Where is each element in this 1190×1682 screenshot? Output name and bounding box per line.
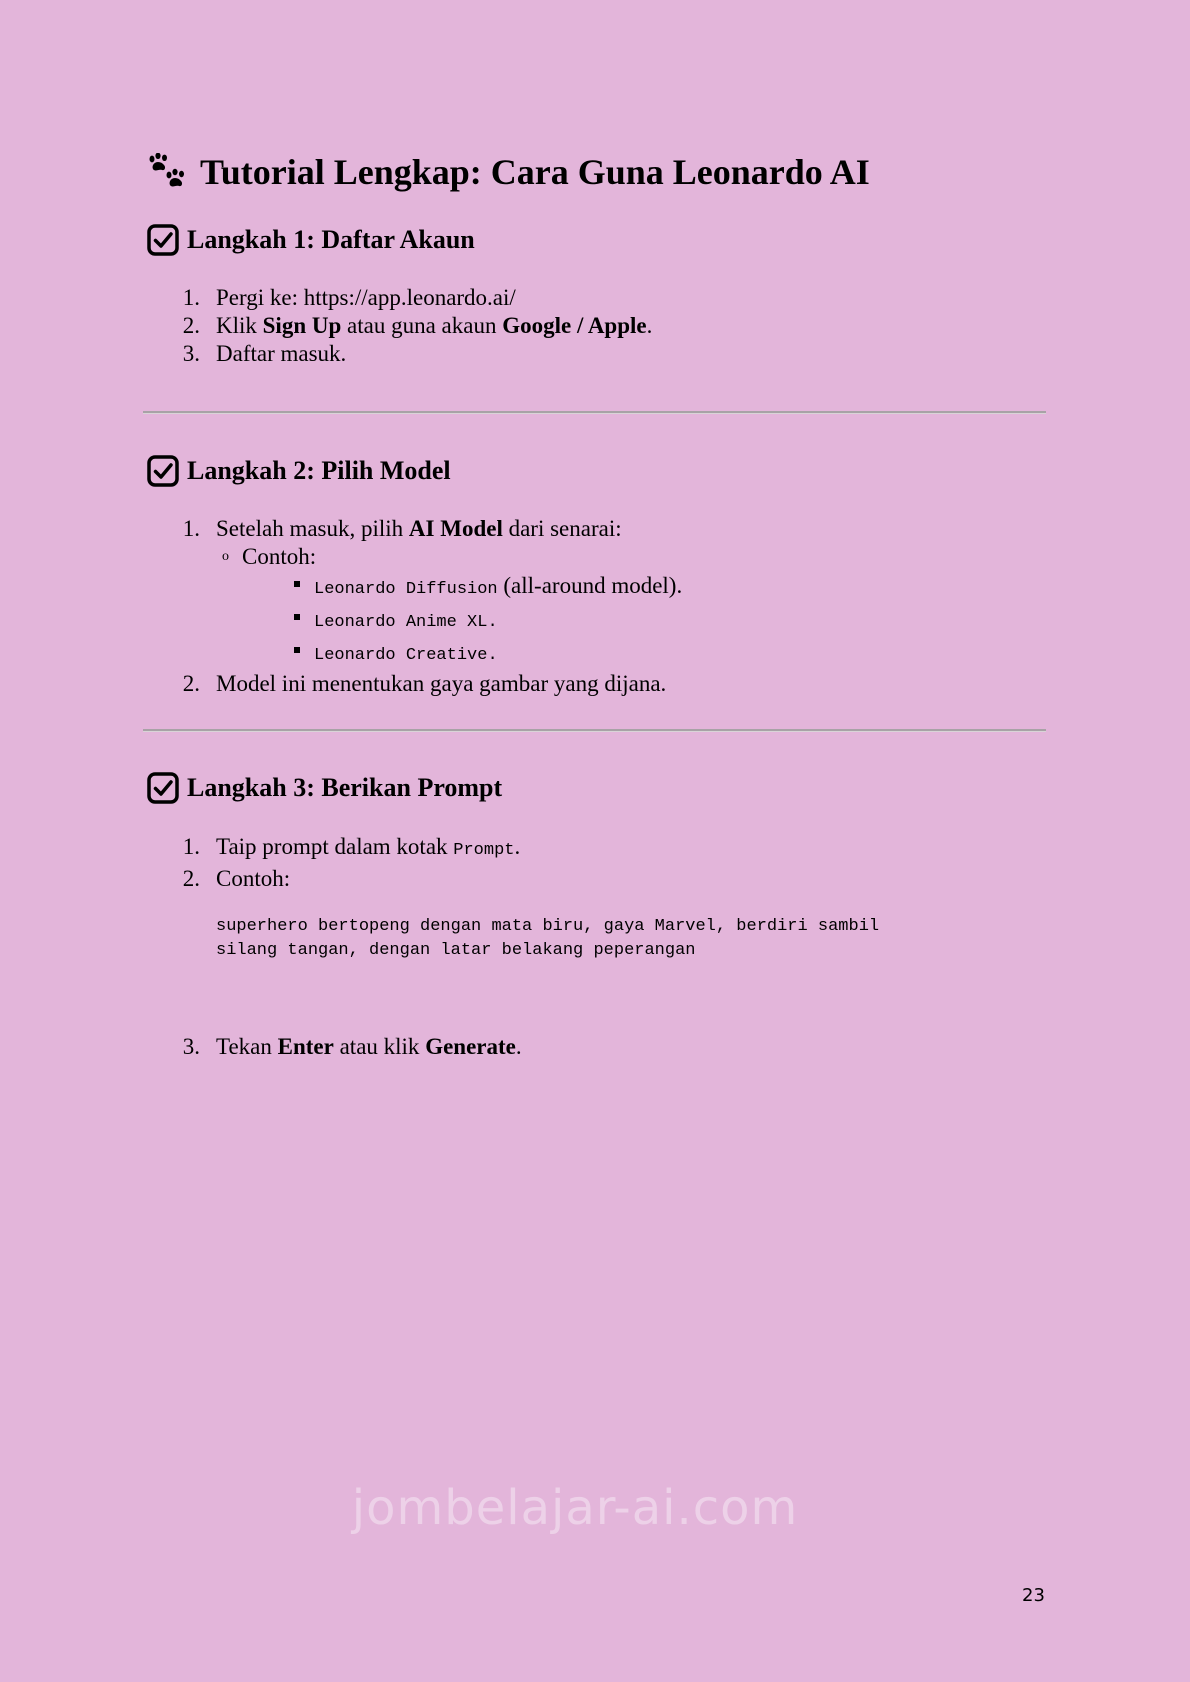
list-item [170, 340, 652, 368]
example-prompt-code-block [216, 915, 879, 963]
text-segment: atau klik [333, 1034, 426, 1059]
list-item [170, 1033, 879, 1061]
list-number: 2. [182, 313, 200, 338]
model-note: . [487, 646, 498, 665]
step2-list [170, 515, 682, 698]
step1-heading: Langkah 1: Daftar Akaun [187, 225, 475, 254]
step1-heading-row [147, 224, 475, 256]
square-bullet [294, 647, 300, 653]
list-item-text: Contoh: [216, 866, 291, 891]
list-number: 1. [182, 516, 200, 541]
section-divider [143, 411, 1046, 414]
google-apple-label: Google / Apple [502, 313, 647, 338]
list-number: 1. [182, 834, 200, 859]
list-item [170, 284, 652, 312]
list-number: 1. [182, 285, 200, 310]
list-item [170, 515, 682, 543]
text-segment: . [646, 313, 653, 338]
square-bullet [294, 614, 300, 620]
step3-heading-row [147, 772, 502, 804]
text-segment: dari senarai: [502, 516, 622, 541]
checkbox-checked-icon [147, 772, 179, 804]
text-segment: Tekan [216, 1034, 278, 1059]
model-name-code: Leonardo Creative [314, 646, 488, 665]
page-title: Tutorial Lengkap: Cara Guna Leonardo AI [200, 152, 870, 192]
list-item-text: Daftar masuk. [216, 341, 347, 366]
list-number: 2. [182, 866, 200, 891]
list-item-text: Model ini menentukan gaya gambar yang dijana. [216, 671, 667, 696]
code-block-container [170, 915, 879, 1033]
text-segment: Klik [216, 313, 263, 338]
model-name-code: Leonardo Anime XL [314, 613, 488, 632]
paw-prints-icon [148, 153, 186, 191]
step3-list [170, 833, 879, 1061]
list-item [170, 833, 879, 865]
step3-heading: Langkah 3: Berikan Prompt [187, 773, 503, 802]
nested-list-container [170, 543, 682, 670]
code-line: superhero bertopeng dengan mata biru, gaya Marvel, berdiri sambil [216, 917, 880, 936]
list-item [170, 865, 879, 893]
model-note: (all-around model). [497, 573, 683, 598]
step2-heading: Langkah 2: Pilih Model [187, 456, 451, 485]
list-item [170, 312, 652, 340]
checkbox-checked-icon [147, 224, 179, 256]
text-segment: . [514, 834, 521, 859]
checkbox-checked-icon [147, 455, 179, 487]
code-line: silang tangan, dengan latar belakang peperangan [216, 941, 696, 960]
generate-label: Generate [425, 1034, 516, 1059]
title-row [148, 150, 870, 194]
section-divider [143, 729, 1046, 732]
sign-up-label: Sign Up [262, 313, 342, 338]
ai-model-label: AI Model [408, 516, 503, 541]
example-label: Contoh: [242, 544, 317, 569]
prompt-code: Prompt [453, 841, 515, 860]
text-segment: . [515, 1034, 522, 1059]
step1-list [170, 284, 652, 368]
model-item [170, 571, 682, 604]
example-item [170, 543, 682, 571]
step2-heading-row [147, 455, 451, 487]
model-name-code: Leonardo Diffusion [314, 580, 498, 599]
text-segment: atau guna akaun [341, 313, 503, 338]
list-number: 2. [182, 671, 200, 696]
list-item-text: Pergi ke: https://app.leonardo.ai/ [216, 285, 516, 310]
enter-label: Enter [277, 1034, 334, 1059]
square-bullet [294, 581, 300, 587]
hollow-bullet: o [222, 549, 229, 564]
text-segment: Setelah masuk, pilih [216, 516, 409, 541]
page-number: 23 [1022, 1585, 1045, 1606]
example-list [170, 543, 682, 670]
model-item [170, 637, 682, 670]
model-note: . [487, 613, 498, 632]
text-segment: Taip prompt dalam kotak [216, 834, 454, 859]
list-item [170, 670, 682, 698]
list-number: 3. [182, 341, 200, 366]
watermark: jombelajar-ai.com [351, 1480, 799, 1536]
list-number: 3. [182, 1034, 200, 1059]
model-item [170, 604, 682, 637]
